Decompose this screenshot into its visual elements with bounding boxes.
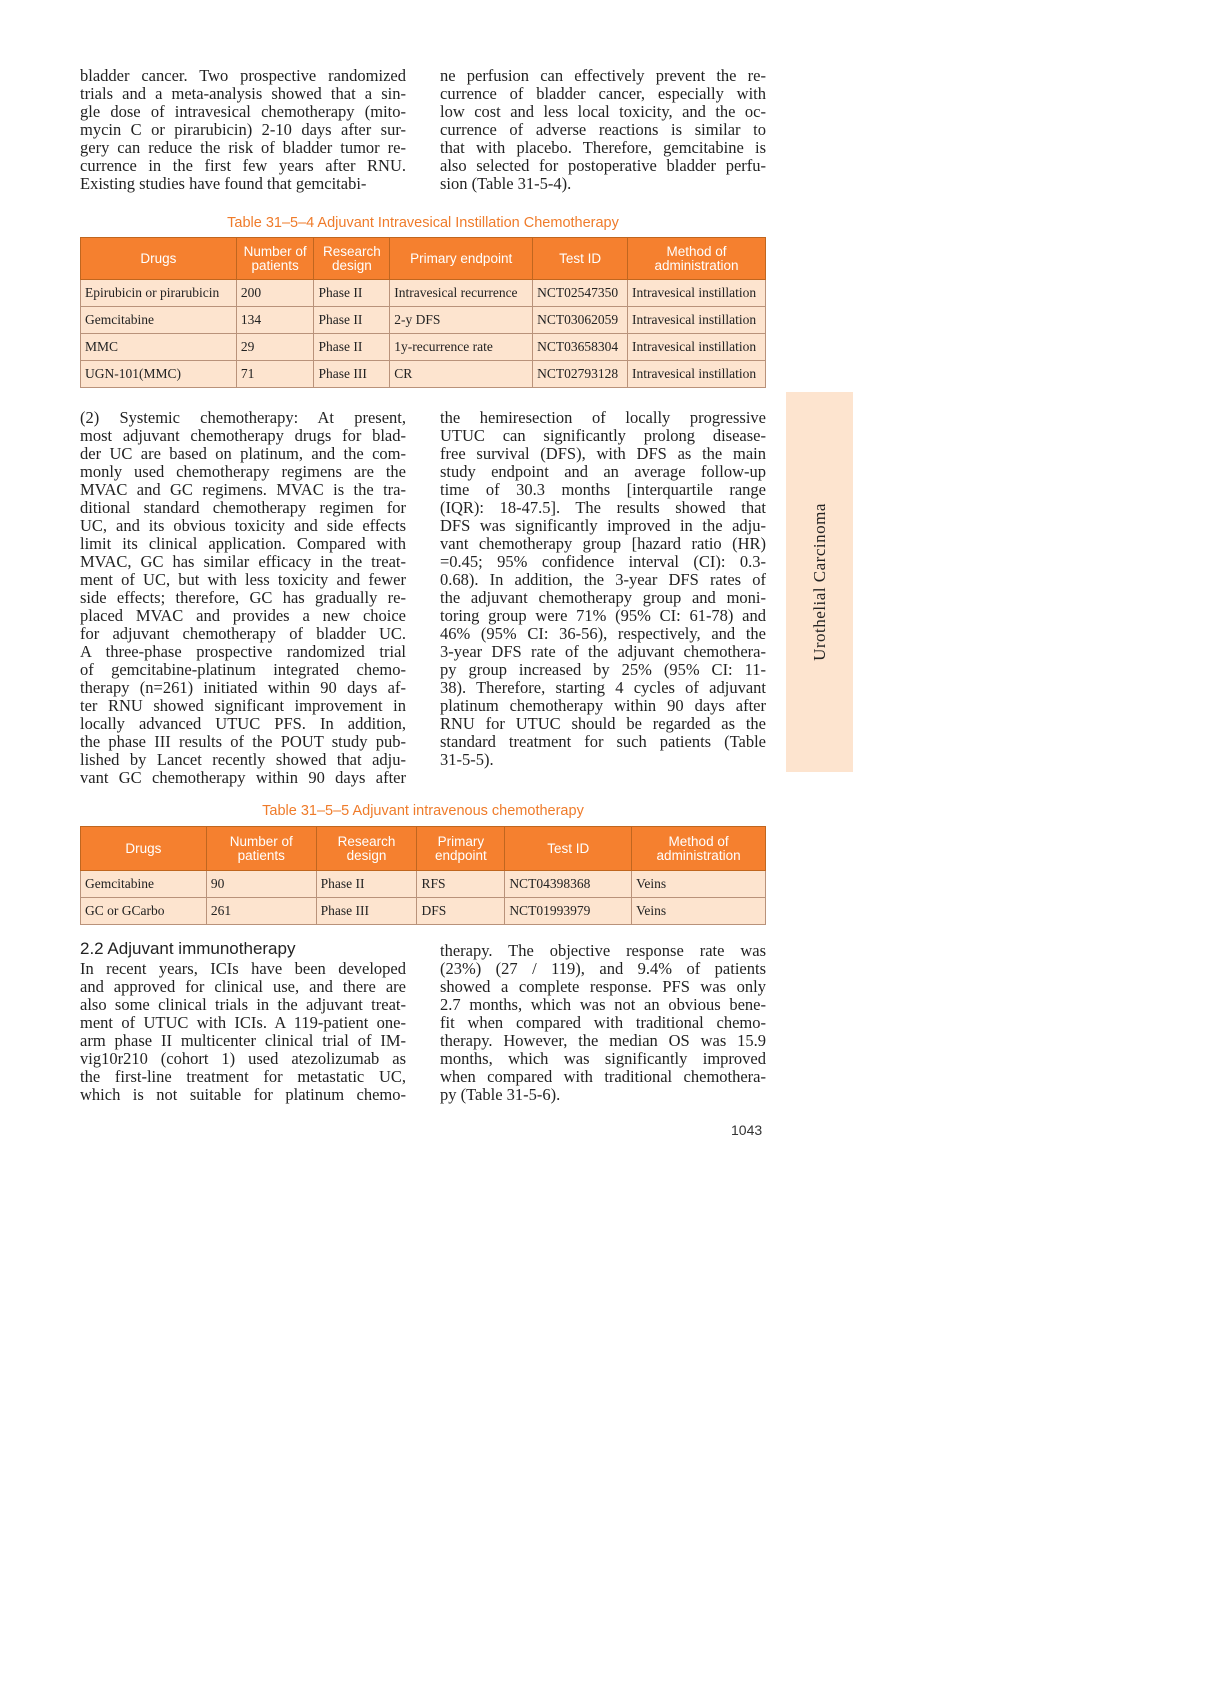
table-cell: Phase III bbox=[316, 898, 417, 925]
chapter-side-label: Urothelial Carcinoma bbox=[809, 503, 829, 661]
table-cell: NCT03658304 bbox=[533, 334, 628, 361]
text-line: In recent years, ICIs have been developed bbox=[80, 959, 406, 978]
table-cell: Intravesical instillation bbox=[628, 280, 766, 307]
text-line: MVAC and GC regimens. MVAC is the tra- bbox=[80, 480, 406, 499]
text-line: py (Table 31-5-6). bbox=[440, 1085, 561, 1104]
text-line: A three-phase prospective randomized trial bbox=[80, 642, 406, 661]
table-row bbox=[81, 280, 766, 307]
text-line: also some clinical trials in the adjuvant treat- bbox=[80, 995, 406, 1014]
text-line: placed MVAC and provides a new choice bbox=[80, 606, 406, 625]
table-cell: RFS bbox=[417, 871, 505, 898]
text-line: der UC are based on platinum, and the com- bbox=[80, 444, 406, 463]
table-header-cell: Drugs bbox=[81, 238, 237, 280]
text-line: vant GC chemotherapy within 90 days after bbox=[80, 768, 406, 787]
text-line: study endpoint and an average follow-up bbox=[440, 462, 766, 481]
table-row bbox=[81, 898, 766, 925]
table-cell: 29 bbox=[236, 334, 314, 361]
table2 bbox=[80, 826, 766, 925]
text-line: ter RNU showed significant improvement in bbox=[80, 696, 406, 715]
text-line: of gemcitabine-platinum integrated chemo- bbox=[80, 660, 406, 679]
text-line: ditional standard chemotherapy regimen for bbox=[80, 498, 406, 517]
text-line: low cost and less local toxicity, and the oc- bbox=[440, 102, 766, 121]
table-cell: Phase II bbox=[314, 307, 390, 334]
table-header-cell: Research design bbox=[314, 238, 390, 280]
table-cell: Intravesical recurrence bbox=[390, 280, 533, 307]
table-cell: Veins bbox=[632, 871, 766, 898]
text-line: which is not suitable for platinum chemo- bbox=[80, 1085, 406, 1104]
text-line: locally advanced UTUC PFS. In addition, bbox=[80, 714, 406, 733]
table-cell: 261 bbox=[206, 898, 316, 925]
table-cell: 2-y DFS bbox=[390, 307, 533, 334]
table-header-cell: Test ID bbox=[533, 238, 628, 280]
text-line: showed a complete response. PFS was only bbox=[440, 977, 766, 996]
table-cell: GC or GCarbo bbox=[81, 898, 207, 925]
table-cell: MMC bbox=[81, 334, 237, 361]
text-line: months, which was significantly improved bbox=[440, 1049, 766, 1068]
text-line: currence in the first few years after RNU. bbox=[80, 156, 406, 175]
table-cell: Veins bbox=[632, 898, 766, 925]
text-line: 46% (95% CI: 36-56), respectively, and the bbox=[440, 624, 766, 643]
table-cell: 1y-recurrence rate bbox=[390, 334, 533, 361]
text-line: also selected for postoperative bladder perfu- bbox=[440, 156, 766, 175]
table-cell: Phase II bbox=[314, 280, 390, 307]
text-line: lished by Lancet recently showed that adju- bbox=[80, 750, 406, 769]
table-cell: Phase II bbox=[316, 871, 417, 898]
table2-caption: Table 31–5–5 Adjuvant intravenous chemotherapy bbox=[262, 803, 584, 819]
col1-bot-paragraph bbox=[80, 960, 406, 1104]
table-cell: UGN-101(MMC) bbox=[81, 361, 237, 388]
text-line: therapy. The objective response rate was bbox=[440, 941, 766, 960]
text-line: bladder cancer. Two prospective randomized bbox=[80, 66, 406, 85]
text-line: UTUC can significantly prolong disease- bbox=[440, 426, 766, 445]
table1-caption: Table 31–5–4 Adjuvant Intravesical Instillation Chemotherapy bbox=[227, 215, 619, 231]
table-cell: Phase II bbox=[314, 334, 390, 361]
text-line: for adjuvant chemotherapy of bladder UC. bbox=[80, 624, 406, 643]
text-line: most adjuvant chemotherapy drugs for blad- bbox=[80, 426, 406, 445]
table-cell: Intravesical instillation bbox=[628, 361, 766, 388]
text-line: ment of UTUC with ICIs. A 119-patient one- bbox=[80, 1013, 406, 1032]
text-line: (2) Systemic chemotherapy: At present, bbox=[80, 408, 406, 427]
table-row bbox=[81, 307, 766, 334]
table-cell: 90 bbox=[206, 871, 316, 898]
section-heading: 2.2 Adjuvant immunotherapy bbox=[80, 939, 296, 958]
text-line: vig10r210 (cohort 1) used atezolizumab as bbox=[80, 1049, 406, 1068]
text-line: MVAC, GC has similar efficacy in the treat- bbox=[80, 552, 406, 571]
text-line: py group increased by 25% (95% CI: 11- bbox=[440, 660, 766, 679]
text-line: standard treatment for such patients (Table bbox=[440, 732, 766, 751]
text-line: and approved for clinical use, and there are bbox=[80, 977, 406, 996]
text-line: =0.45; 95% confidence interval (CI): 0.3- bbox=[440, 552, 766, 571]
text-line: arm phase II multicenter clinical trial of IM- bbox=[80, 1031, 406, 1050]
table-row bbox=[81, 361, 766, 388]
text-line: 0.68). In addition, the 3-year DFS rates of bbox=[440, 570, 766, 589]
text-line: trials and a meta-analysis showed that a sin- bbox=[80, 84, 406, 103]
table-cell: NCT01993979 bbox=[505, 898, 632, 925]
text-line: ment of UC, but with less toxicity and fewer bbox=[80, 570, 406, 589]
text-line: currence of adverse reactions is similar to bbox=[440, 120, 766, 139]
table-header-cell: Number of patients bbox=[206, 827, 316, 871]
text-line: toring group were 71% (95% CI: 61-78) and bbox=[440, 606, 766, 625]
table-cell: Gemcitabine bbox=[81, 871, 207, 898]
table-cell: DFS bbox=[417, 898, 505, 925]
text-line: the first-line treatment for metastatic UC, bbox=[80, 1067, 406, 1086]
text-line: the hemiresection of locally progressive bbox=[440, 408, 766, 427]
page-number: 1043 bbox=[731, 1122, 763, 1138]
col2-top-paragraph bbox=[440, 67, 766, 193]
table-header-cell: Research design bbox=[316, 827, 417, 871]
table-header-cell: Test ID bbox=[505, 827, 632, 871]
table-cell: Epirubicin or pirarubicin bbox=[81, 280, 237, 307]
text-line: sion (Table 31-5-4). bbox=[440, 174, 572, 193]
table-cell: NCT02793128 bbox=[533, 361, 628, 388]
table-cell: 134 bbox=[236, 307, 314, 334]
table-row bbox=[81, 871, 766, 898]
table1 bbox=[80, 237, 766, 388]
table-cell: NCT04398368 bbox=[505, 871, 632, 898]
text-line: fit when compared with traditional chemo- bbox=[440, 1013, 766, 1032]
table-row bbox=[81, 334, 766, 361]
text-line: 38). Therefore, starting 4 cycles of adjuvant bbox=[440, 678, 766, 697]
text-line: free survival (DFS), with DFS as the main bbox=[440, 444, 766, 463]
table-cell: Gemcitabine bbox=[81, 307, 237, 334]
text-line: the adjuvant chemotherapy group and moni- bbox=[440, 588, 766, 607]
text-line: (23%) (27 / 119), and 9.4% of patients bbox=[440, 959, 766, 978]
text-line: (IQR): 18-47.5]. The results showed that bbox=[440, 498, 766, 517]
text-line: gery can reduce the risk of bladder tumor re- bbox=[80, 138, 406, 157]
table-cell: CR bbox=[390, 361, 533, 388]
text-line: 31-5-5). bbox=[440, 750, 494, 769]
text-line: limit its clinical application. Compared with bbox=[80, 534, 406, 553]
table-header-cell: Primary endpoint bbox=[417, 827, 505, 871]
chapter-side-tab bbox=[786, 392, 853, 772]
col2-mid-paragraph bbox=[440, 409, 766, 769]
table-cell: 71 bbox=[236, 361, 314, 388]
text-line: side effects; therefore, GC has gradually re- bbox=[80, 588, 406, 607]
table-header-cell: Number of patients bbox=[236, 238, 314, 280]
text-line: therapy. However, the median OS was 15.9 bbox=[440, 1031, 766, 1050]
table-cell: 200 bbox=[236, 280, 314, 307]
table-header-cell: Method of administration bbox=[632, 827, 766, 871]
text-line: the phase III results of the POUT study pub- bbox=[80, 732, 406, 751]
table-cell: NCT03062059 bbox=[533, 307, 628, 334]
text-line: UC, and its obvious toxicity and side effects bbox=[80, 516, 406, 535]
text-line: time of 30.3 months [interquartile range bbox=[440, 480, 766, 499]
table-cell: NCT02547350 bbox=[533, 280, 628, 307]
text-line: platinum chemotherapy within 90 days after bbox=[440, 696, 766, 715]
col2-bot-paragraph bbox=[440, 942, 766, 1104]
col1-top-paragraph bbox=[80, 67, 406, 193]
text-line: monly used chemotherapy regimens are the bbox=[80, 462, 406, 481]
table-header-cell: Primary endpoint bbox=[390, 238, 533, 280]
text-line: when compared with traditional chemothera- bbox=[440, 1067, 766, 1086]
text-line: Existing studies have found that gemcitabi- bbox=[80, 174, 367, 193]
text-line: DFS was significantly improved in the adju- bbox=[440, 516, 766, 535]
text-line: gle dose of intravesical chemotherapy (mito- bbox=[80, 102, 406, 121]
text-line: mycin C or pirarubicin) 2-10 days after sur- bbox=[80, 120, 406, 139]
text-line: RNU for UTUC should be regarded as the bbox=[440, 714, 766, 733]
table-cell: Intravesical instillation bbox=[628, 307, 766, 334]
text-line: vant chemotherapy group [hazard ratio (HR) bbox=[440, 534, 766, 553]
col1-mid-paragraph bbox=[80, 409, 406, 787]
table-cell: Phase III bbox=[314, 361, 390, 388]
text-line: 2.7 months, which was not an obvious bene- bbox=[440, 995, 766, 1014]
table-cell: Intravesical instillation bbox=[628, 334, 766, 361]
text-line: ne perfusion can effectively prevent the re- bbox=[440, 66, 766, 85]
text-line: 3-year DFS rate of the adjuvant chemothera- bbox=[440, 642, 766, 661]
table-header-cell: Method of administration bbox=[628, 238, 766, 280]
text-line: that with placebo. Therefore, gemcitabine is bbox=[440, 138, 766, 157]
text-line: currence of bladder cancer, especially with bbox=[440, 84, 766, 103]
table-header-cell: Drugs bbox=[81, 827, 207, 871]
text-line: therapy (n=261) initiated within 90 days af- bbox=[80, 678, 406, 697]
